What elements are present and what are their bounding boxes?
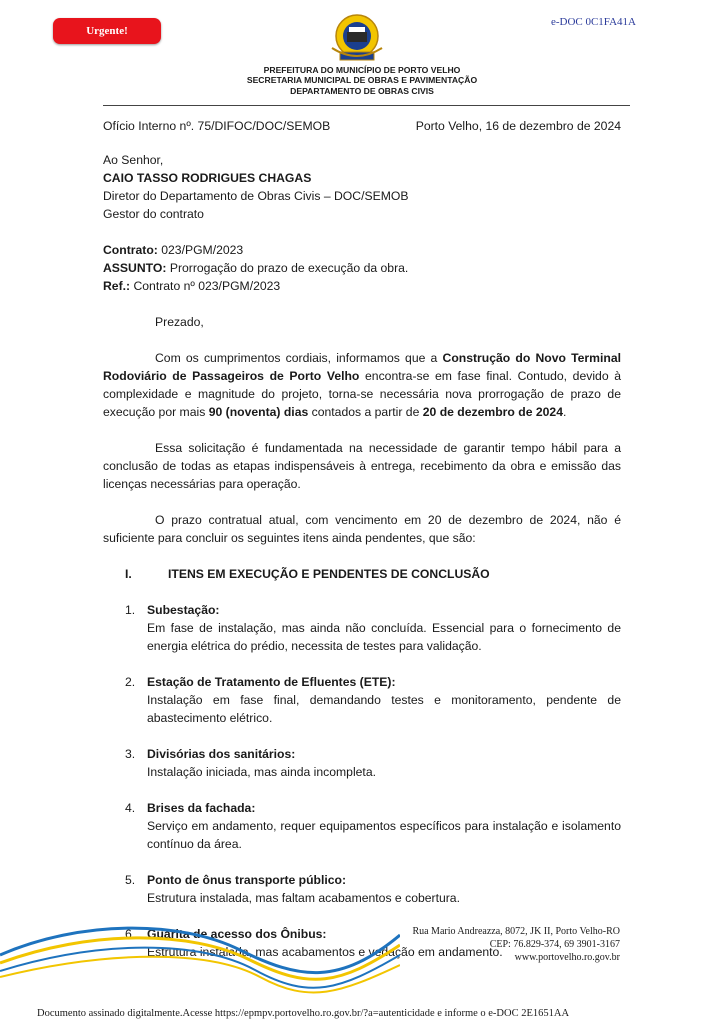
item-number: 2. (125, 675, 136, 689)
item-body (147, 601, 621, 655)
paragraph-3: O prazo contratual atual, com vencimento em 20 de dezembro de 2024, não é suficiente para concluir os seguintes itens ainda pendentes, que são: (103, 513, 621, 545)
date-place: Porto Velho, 16 de dezembro de 2024 (415, 119, 621, 133)
paragraph-1: Com os cumprimentos cordiais, informamos que a Construção do Novo Terminal Rodoviário de Passageiros de Porto Velho encontra-se em fase final. Contudo, devido à complexidade e magnitude do projeto, torna-se necessária nova prorrogação de prazo de execução por mais 90 (noventa) dias contados a partir de 20 de dezembro de 2024. (103, 351, 622, 419)
item-body (147, 673, 621, 727)
item-text: Estrutura instalada, mas faltam acabamentos e cobertura. (147, 891, 460, 905)
footer-wave-graphic (0, 915, 400, 995)
oficio-number: Ofício Interno nº. 75/DIFOC/DOC/SEMOB (103, 119, 331, 133)
subject-line: ASSUNTO: Prorrogação do prazo de execução da obra. (103, 261, 409, 275)
item-body (147, 799, 621, 853)
recipient-block (103, 151, 621, 223)
address-line-3: www.portovelho.ro.gov.br (514, 952, 620, 963)
section-heading (103, 565, 621, 583)
item-number: 1. (125, 603, 136, 617)
item-title: Divisórias dos sanitários: (147, 747, 296, 761)
address-line-2: CEP: 76.829-374, 69 3901-3167 (489, 939, 620, 950)
item-text: Serviço em andamento, requer equipamentos específicos para instalação e isolamento contínuo da área. (147, 819, 621, 851)
item-text: Em fase de instalação, mas ainda não concluída. Essencial para o fornecimento de energia elétrica do prédio, necessita de testes para validação. (147, 621, 621, 653)
pending-items-list (103, 601, 621, 961)
header-divider (103, 105, 630, 106)
recipient-name: CAIO TASSO RODRIGUES CHAGAS (103, 171, 312, 185)
reference-row (103, 117, 621, 135)
item-number: 6. (125, 927, 136, 941)
urgent-badge: Urgente! (53, 18, 161, 44)
item-number: 5. (125, 873, 136, 887)
list-item (103, 673, 621, 727)
item-title: Ponto de ônus transporte público: (147, 873, 347, 887)
section-title: ITENS EM EXECUÇÃO E PENDENTES DE CONCLUSÃO (168, 567, 490, 581)
municipal-crest-logo (328, 12, 386, 64)
header-line-3: DEPARTAMENTO DE OBRAS CIVIS (290, 85, 434, 96)
section-number: I. (125, 567, 132, 581)
item-text: Instalação iniciada, mas ainda incompleta. (147, 765, 376, 779)
address-line-1: Rua Mario Andreazza, 8072, JK II, Porto Velho-RO (412, 926, 620, 937)
subject-block (103, 241, 621, 295)
header-line-2: SECRETARIA MUNICIPAL DE OBRAS E PAVIMENTAÇÃO (246, 75, 478, 86)
item-title: Estação de Tratamento de Efluentes (ETE): (147, 675, 396, 689)
greeting: Prezado, (155, 315, 204, 329)
item-title: Brises da fachada: (147, 801, 256, 815)
letterhead (0, 65, 724, 96)
list-item (103, 799, 621, 853)
item-number: 4. (125, 801, 136, 815)
item-title: Guarita de acesso dos Ônibus: (147, 927, 327, 941)
signature-footer: Documento assinado digitalmente.Acesse https://epmpv.portovelho.ro.gov.br/?a=autenticidade e informe o e-DOC 2E1651AA (37, 1008, 570, 1019)
salutation: Ao Senhor, (103, 153, 164, 167)
list-item (103, 871, 621, 907)
recipient-role-2: Gestor do contrato (103, 207, 204, 221)
edoc-id: e-DOC 0C1FA41A (550, 16, 636, 28)
header-line-1: PREFEITURA DO MUNICÍPIO DE PORTO VELHO (263, 65, 461, 75)
paragraph-2: Essa solicitação é fundamentada na necessidade de garantir tempo hábil para a conclusão de todas as etapas indispensáveis à entrega, recebimento da obra e emissão das licenças necessárias para operação. (103, 441, 621, 491)
item-number: 3. (125, 747, 136, 761)
address-block (412, 925, 620, 964)
contract-line: Contrato: 023/PGM/2023 (103, 243, 244, 257)
list-item (103, 745, 621, 781)
item-body (147, 745, 621, 781)
item-title: Subestação: (147, 603, 220, 617)
ref-line: Ref.: Contrato nº 023/PGM/2023 (103, 279, 281, 293)
item-text: Estrutura instalada, mas acabamentos e vedação em andamento. (147, 945, 503, 959)
item-body (147, 871, 621, 907)
item-text: Instalação em fase final, demandando testes e monitoramento, pendente de abastecimento elétrico. (147, 693, 621, 725)
letter-body (103, 117, 621, 961)
recipient-role: Diretor do Departamento de Obras Civis – DOC/SEMOB (103, 189, 409, 203)
list-item (103, 601, 621, 655)
